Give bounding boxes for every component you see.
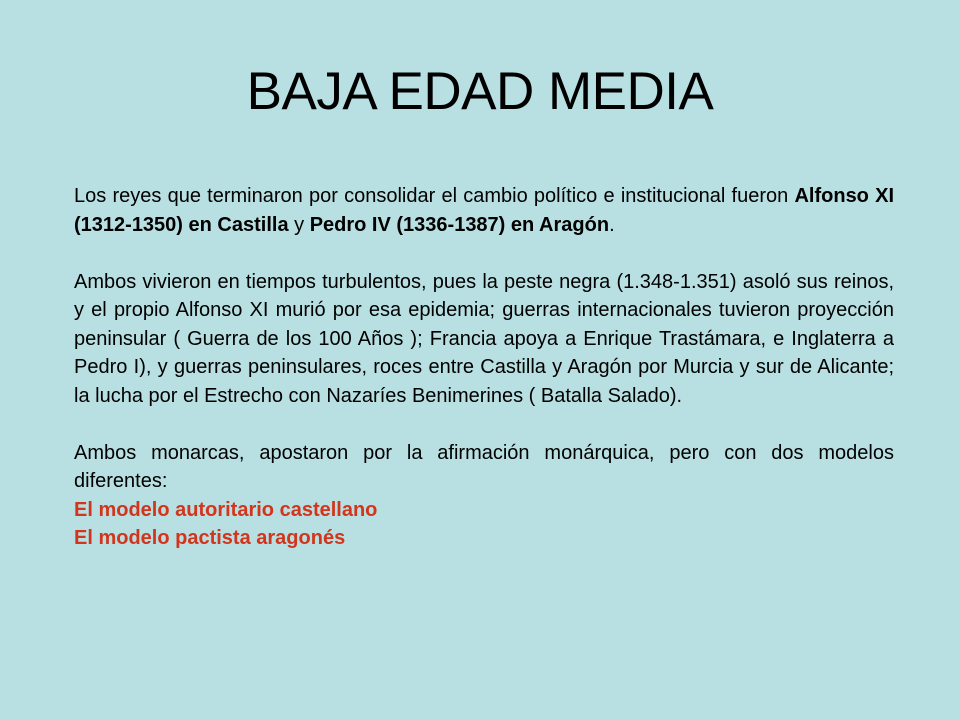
paragraph-kings [74, 182, 894, 239]
alfonso-xi-castilla: Alfonso XI (1312-1350) en Castilla [74, 185, 895, 236]
paragraph-kings-text-3: . [609, 213, 615, 236]
pedro-iv-aragon: Pedro IV (1336-1387) en Aragón [309, 213, 610, 236]
paragraph-turbulent-times: Ambos vivieron en tiempos turbulentos, pues la peste negra (1.348-1.351) asoló sus reinos, y el propio Alfonso XI murió por esa epidemia; guerras internacionales tuvieron proyección peninsular ( Guerra de los 100 Años ); Francia apoya a Enrique Trastámara, e Inglaterra a Pedro I), y guerras peninsulares, roces entre Castilla y Aragón por Murcia y sur de Alicante; la lucha por el Estrecho con Nazaríes Benimerines ( Batalla Salado). [74, 270, 894, 407]
paragraph-kings-text-1: Los reyes que terminaron por consolidar el cambio político e institucional fueron [74, 185, 795, 207]
paragraph-monarchs-text: Ambos monarcas, apostaron por la afirmación monárquica, pero con dos modelos diferentes: [74, 441, 894, 492]
slide-body [74, 182, 894, 553]
model-castellano: El modelo autoritario castellano [74, 498, 378, 521]
paragraph-kings-text-2: y [288, 213, 310, 236]
model-aragones: El modelo pactista aragonés [74, 527, 346, 549]
paragraph-monarchs [74, 439, 894, 553]
slide-title: BAJA EDAD MEDIA [246, 62, 714, 121]
